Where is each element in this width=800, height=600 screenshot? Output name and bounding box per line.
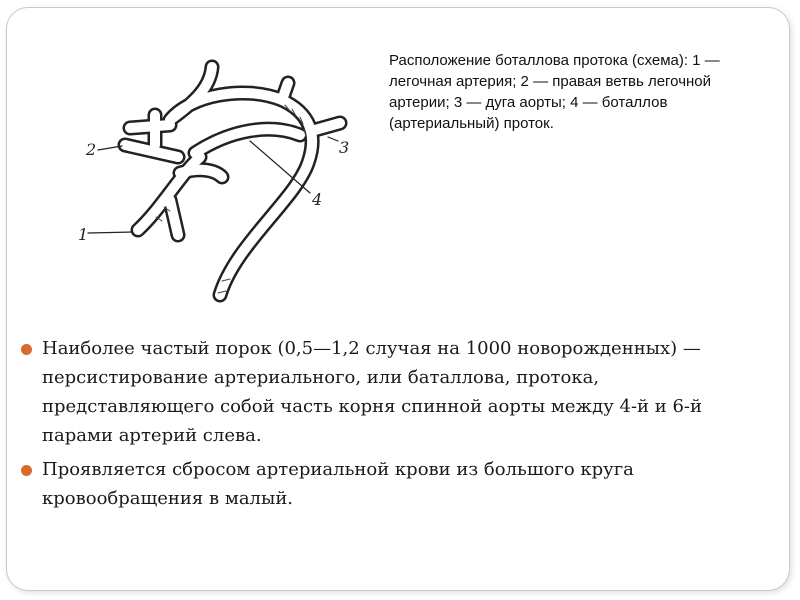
diagram-label-3: 3: [339, 138, 350, 157]
bullet-text-1: Наиболее частый порок (0,5—1,2 случая на 1000 новорожденных) — персистирование артериального, или баталлова, протока, представляющего собой часть корня спинной аорты между 4-й и 6-й парами артерий слева.: [42, 338, 703, 446]
vessels-drawing: [60, 45, 380, 320]
ductus-arteriosus-diagram: [60, 45, 380, 320]
bullet-dot-icon: [21, 344, 32, 355]
bullet-item-2: [18, 455, 758, 513]
diagram-label-2: 2: [86, 140, 97, 159]
bullet-dot-icon: [21, 465, 32, 476]
bullet-item-1: [18, 334, 758, 450]
diagram-label-1: 1: [78, 225, 89, 244]
bullet-list: [18, 334, 758, 518]
diagram-caption: Расположение боталлова протока (схема): 1 — легочная артерия; 2 — правая ветвь легочной артерии; 3 — дуга аорты; 4 — боталлов (артериальный) проток.: [389, 52, 720, 132]
bullet-text-2: Проявляется сбросом артериальной крови из большого круга кровообращения в малый.: [42, 459, 634, 509]
diagram-label-4: 4: [312, 190, 323, 209]
